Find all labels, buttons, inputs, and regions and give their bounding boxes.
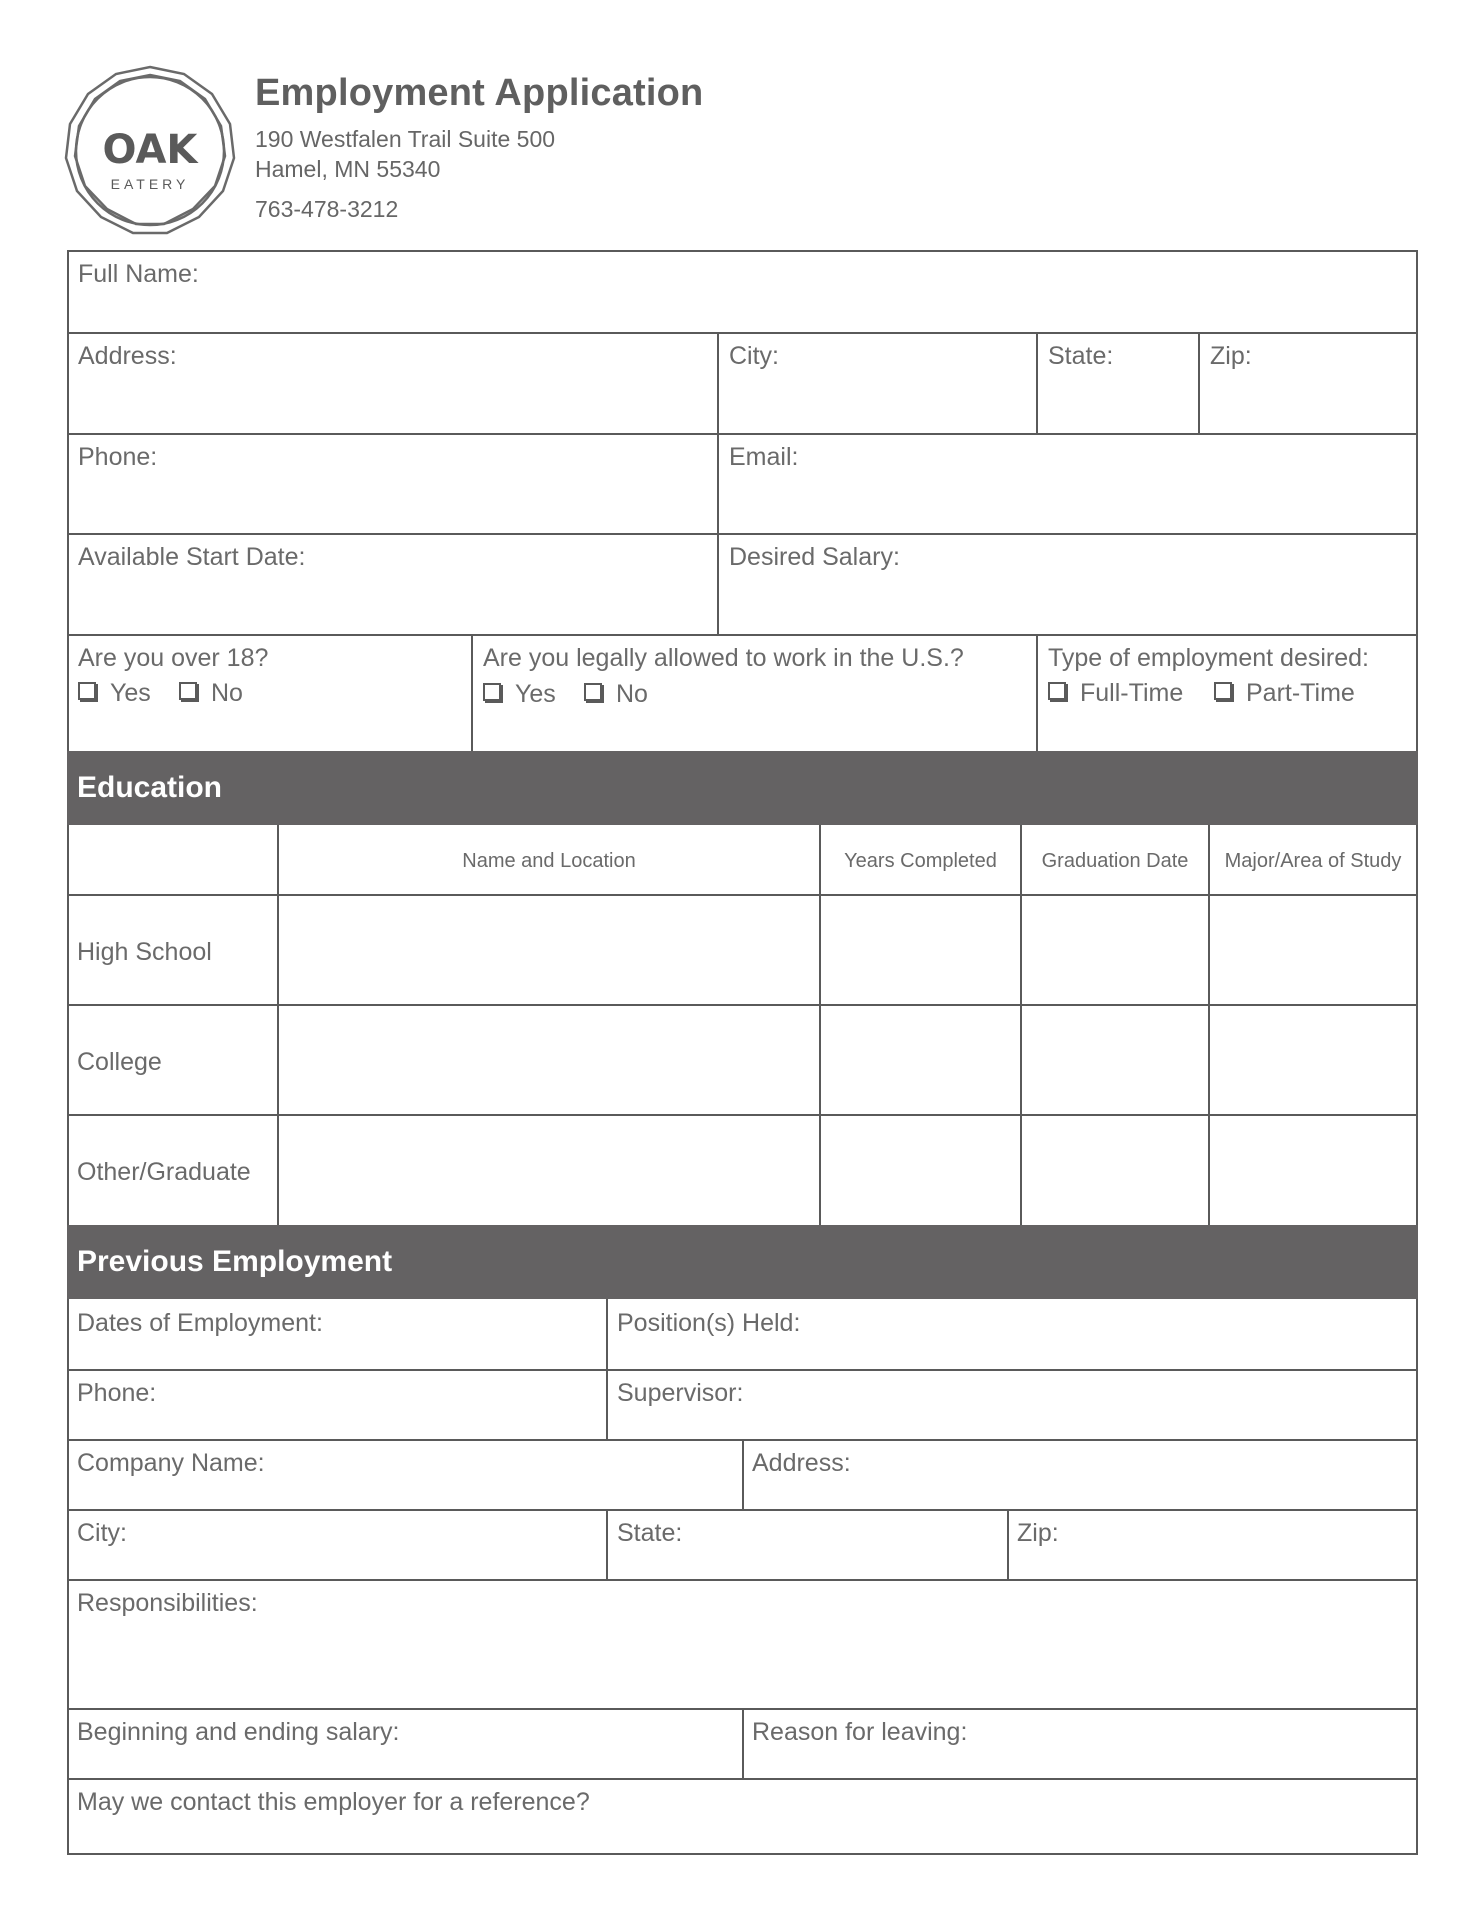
oak-eatery-logo bbox=[63, 64, 237, 238]
full-name-field[interactable]: Full Name: bbox=[78, 260, 199, 288]
row-high-school: High School bbox=[77, 938, 212, 966]
legal-work-no-checkbox[interactable]: No bbox=[584, 680, 648, 709]
full-time-checkbox[interactable]: Full-Time bbox=[1048, 679, 1183, 708]
checkbox-icon bbox=[1214, 682, 1232, 700]
employer-address-field[interactable]: Address: bbox=[752, 1449, 851, 1477]
column-graduation-date: Graduation Date bbox=[1041, 850, 1189, 872]
application-form bbox=[67, 250, 1418, 1855]
reason-for-leaving-field[interactable]: Reason for leaving: bbox=[752, 1718, 968, 1746]
column-name-location: Name and Location bbox=[462, 850, 636, 872]
column-years-completed: Years Completed bbox=[844, 850, 997, 872]
city-field[interactable]: City: bbox=[729, 342, 779, 370]
over-18-yes-checkbox[interactable]: Yes bbox=[78, 679, 151, 708]
phone-field[interactable]: Phone: bbox=[78, 443, 158, 471]
zip-field[interactable]: Zip: bbox=[1210, 342, 1252, 370]
supervisor-field[interactable]: Supervisor: bbox=[617, 1379, 744, 1407]
over-18-question: Are you over 18? bbox=[78, 644, 269, 672]
company-name-field[interactable]: Company Name: bbox=[77, 1449, 265, 1477]
address-field[interactable]: Address: bbox=[78, 342, 177, 370]
column-major: Major/Area of Study bbox=[1224, 850, 1402, 872]
header-phone: 763-478-3212 bbox=[255, 196, 399, 222]
employer-state-field[interactable]: State: bbox=[617, 1519, 683, 1547]
checkbox-icon bbox=[78, 682, 96, 700]
employment-section-header: Previous Employment bbox=[67, 1225, 1418, 1299]
logo-main-text: OAK bbox=[102, 127, 198, 173]
dates-of-employment-field[interactable]: Dates of Employment: bbox=[77, 1309, 323, 1337]
desired-salary-field[interactable]: Desired Salary: bbox=[729, 543, 900, 571]
positions-held-field[interactable]: Position(s) Held: bbox=[617, 1309, 801, 1337]
part-time-checkbox[interactable]: Part-Time bbox=[1214, 679, 1355, 708]
logo-sub-text: EATERY bbox=[110, 176, 190, 192]
salary-range-field[interactable]: Beginning and ending salary: bbox=[77, 1718, 400, 1746]
email-field[interactable]: Email: bbox=[729, 443, 799, 471]
start-date-field[interactable]: Available Start Date: bbox=[78, 543, 306, 571]
checkbox-icon bbox=[483, 683, 501, 701]
employer-city-field[interactable]: City: bbox=[77, 1519, 127, 1547]
responsibilities-field[interactable]: Responsibilities: bbox=[77, 1589, 258, 1617]
employer-zip-field[interactable]: Zip: bbox=[1017, 1519, 1059, 1547]
page-title: Employment Application bbox=[255, 72, 704, 114]
reference-contact-field[interactable]: May we contact this employer for a reference? bbox=[77, 1788, 590, 1816]
address-line-2: Hamel, MN 55340 bbox=[255, 156, 441, 182]
checkbox-icon bbox=[1048, 682, 1066, 700]
checkbox-icon bbox=[179, 682, 197, 700]
employment-type-question: Type of employment desired: bbox=[1048, 644, 1369, 672]
checkbox-icon bbox=[584, 683, 602, 701]
employer-phone-field[interactable]: Phone: bbox=[77, 1379, 157, 1407]
address-line-1: 190 Westfalen Trail Suite 500 bbox=[255, 126, 556, 152]
state-field[interactable]: State: bbox=[1048, 342, 1114, 370]
over-18-no-checkbox[interactable]: No bbox=[179, 679, 243, 708]
legal-work-yes-checkbox[interactable]: Yes bbox=[483, 680, 556, 709]
education-section-header: Education bbox=[67, 751, 1418, 825]
row-other-graduate: Other/Graduate bbox=[77, 1158, 251, 1186]
row-college: College bbox=[77, 1048, 162, 1076]
legal-work-question: Are you legally allowed to work in the U.S.? bbox=[483, 644, 964, 672]
